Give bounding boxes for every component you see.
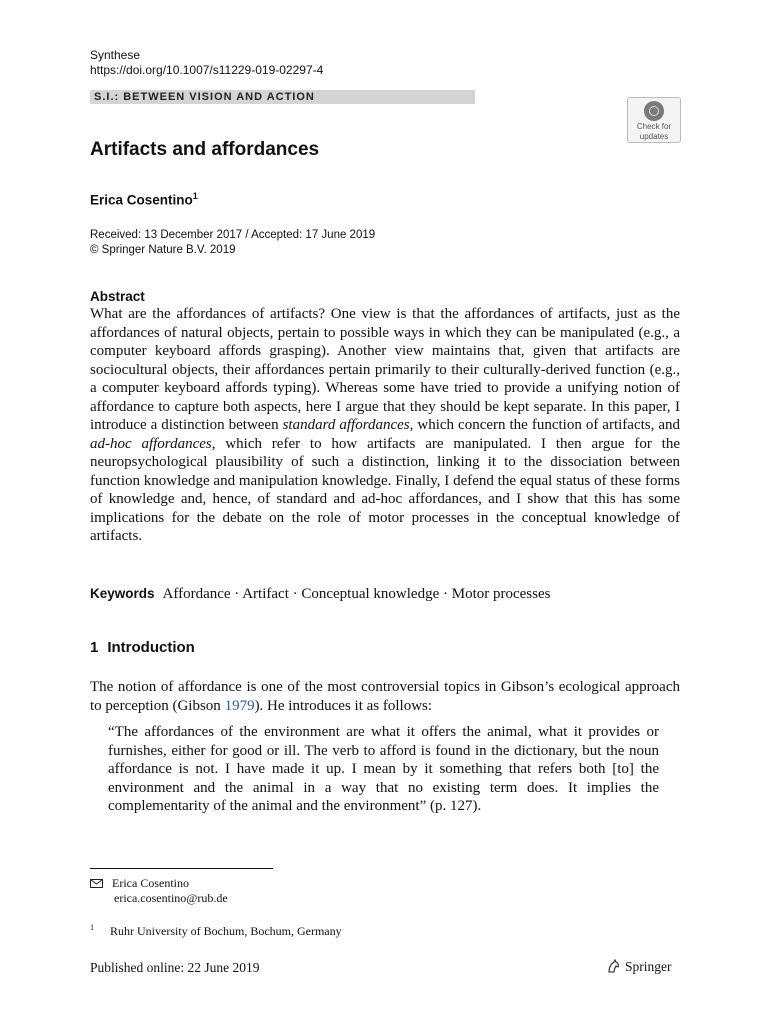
intro-paragraph [90,678,680,715]
section-label: S.I.: BETWEEN VISION AND ACTION [94,91,315,103]
keywords-list: Affordance · Artifact · Conceptual knowledge · Motor processes [162,586,551,602]
badge-line-2: updates [639,132,669,141]
abstract-part-3: , which refer to how artifacts are manipulated. I then argue for the neuropsychological plausibility of such a distinction, linking it to the dissociation between function knowledge and manipulation knowledge. Finally, I defend the equal status of these forms of knowledge and, hence, of standard and ad-hoc affordances, and I show that this has some implications for the debate on the role of motor processes in the conceptual knowledge of artifacts. [90,435,681,544]
intro-part-b: ). He introduces it as follows: [254,697,433,714]
check-for-updates-badge[interactable] [627,97,681,143]
publisher-name: Springer [625,959,672,974]
check-updates-icon [644,101,664,121]
gibson-quote: “The affordances of the environment are what it offers the animal, what it provides or furnishes, either for good or ill. The verb to afford is found in the dictionary, but the noun affordance is not. I have made it up. I mean by it something that refers both [to] the environment and the animal in a way that no existing term does. It implies the complementarity of the animal and the environment” (p. 127). [108,724,659,814]
published-online: Published online: 22 June 2019 [90,960,260,975]
article-title: Artifacts and affordances [90,139,320,160]
section-title: Introduction [107,639,195,656]
journal-info [90,48,323,78]
keywords [90,584,550,604]
section-heading [90,638,195,658]
author-affiliation-marker: 1 [192,191,198,201]
section-number: 1 [90,639,99,656]
abstract-term-adhoc: ad-hoc affordances [90,435,212,452]
doi-link[interactable]: https://doi.org/10.1007/s11229-019-02297-4 [90,63,324,77]
footnote-divider [90,868,273,869]
affiliation-number: 1 [90,923,94,932]
abstract-term-standard: standard affordances [282,417,410,433]
affiliation-text: Ruhr University of Bochum, Bochum, Germany [110,924,342,938]
citation-link[interactable]: 1979 [224,697,255,714]
article-dates [90,228,375,258]
received-accepted: Received: 13 December 2017 / Accepted: 17 June 2019 [90,229,376,241]
author-line [90,187,198,210]
abstract-text [90,305,680,546]
publisher-logo [606,957,672,977]
contact-email[interactable]: erica.cosentino@rub.de [114,891,228,905]
badge-line-1: Check for [636,122,672,131]
affiliation-footnote [90,920,342,939]
copyright: © Springer Nature B.V. 2019 [90,244,236,256]
contact-name: Erica Cosentino [112,876,189,890]
intro-part-a: The notion of affordance is one of the most controversial topics in Gibson’s ecological approach to perception (Gibson [90,679,680,714]
contact-footnote [90,876,228,906]
keywords-label: Keywords [90,586,155,601]
abstract-part-1: What are the affordances of artifacts? One view is that the affordances of artifacts, just as the affordances of natural objects, pertain to possible ways in which they can be manipulated (e.g., a computer keyboard affords grasping). Another view maintains that, given that artifacts are sociocultural objects, their affordances pertain primarily to their culturally-derived function (e.g., a computer keyboard affords typing). Whereas some have tried to provide a unifying notion of affordance to capture both aspects, here I argue that they should be kept separate. In this paper, I introduce a distinction between [90,306,680,433]
envelope-icon [90,879,103,888]
section-label-bar [90,90,475,104]
abstract-heading: Abstract [90,289,145,304]
springer-horse-icon [606,958,622,974]
author-name: Erica Cosentino [90,192,193,208]
journal-name: Synthese [90,48,141,62]
abstract-part-2: , which concern the function of artifacts, and [409,417,681,433]
